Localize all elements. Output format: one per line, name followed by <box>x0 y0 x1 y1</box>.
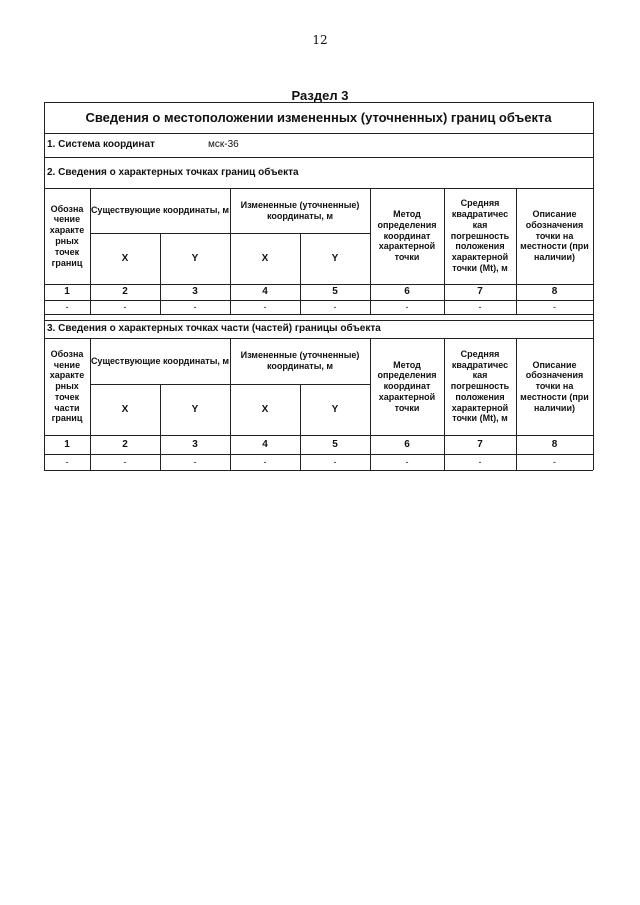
header-point-id: Обозна чение характе рных точек части границ <box>49 348 85 424</box>
header-x: X <box>121 252 129 264</box>
column-number: 3 <box>192 286 198 297</box>
rule <box>44 314 593 315</box>
page-number: 12 <box>312 33 328 47</box>
column-number: 4 <box>262 438 268 450</box>
header-description: Описание обозначения точки на местности (при наличии) <box>520 359 589 413</box>
header-x: X <box>121 403 129 415</box>
table-cell: - <box>263 301 267 312</box>
column-number: 5 <box>332 286 338 297</box>
coord-system-value: мск-36 <box>208 139 239 150</box>
header-y: Y <box>331 252 339 264</box>
section-table <box>44 102 593 470</box>
coord-system-label: 1. Система координат <box>47 139 155 150</box>
block3-title: 3. Сведения о характерных точках части (частей) границы объекта <box>47 323 381 334</box>
column-number: 1 <box>64 438 70 450</box>
header-point-id: Обозна чение характе рных точек границ <box>49 203 85 268</box>
header-description: Описание обозначения точки на местности (при наличии) <box>520 209 589 263</box>
header-changed-coords: Измененные (уточненные) координаты, м <box>240 199 360 221</box>
table-cell: - <box>193 456 197 467</box>
table-cell: - <box>553 301 556 312</box>
column-number: 3 <box>192 438 198 450</box>
section-title: Раздел 3 <box>291 88 349 103</box>
column-number: 5 <box>332 438 338 450</box>
column-number: 6 <box>404 286 410 297</box>
table-cell: - <box>478 456 482 467</box>
header-error: Средняя квадратичес кая погрешность положения характерной точки (Mt), м <box>450 198 510 273</box>
header-existing-coords: Существующие координаты, м <box>90 355 230 366</box>
column-number: 2 <box>122 286 128 297</box>
table-cell: - <box>405 456 409 467</box>
table-cell: - <box>123 456 127 467</box>
table-cell: - <box>263 456 267 467</box>
block2-title: 2. Сведения о характерных точках границ объекта <box>47 166 299 178</box>
table-cell: - <box>65 456 69 467</box>
table-cell: - <box>193 301 197 312</box>
header-x: X <box>261 403 269 415</box>
header-existing-coords: Существующие координаты, м <box>90 205 230 216</box>
rule <box>44 470 593 471</box>
header-changed-coords: Измененные (уточненные) координаты, м <box>240 350 360 371</box>
table-cell: - <box>553 456 556 467</box>
header-error: Средняя квадратичес кая погрешность положения характерной точки (Mt), м <box>450 348 510 424</box>
header-method: Метод определения координат характерной точки <box>377 209 437 263</box>
column-number: 1 <box>64 286 70 297</box>
table-cell: - <box>405 301 409 312</box>
table-cell: - <box>65 301 69 312</box>
column-number: 4 <box>262 286 268 297</box>
table-cell: - <box>123 301 127 312</box>
header-y: Y <box>191 403 199 415</box>
table-cell: - <box>333 456 337 467</box>
column-number: 7 <box>477 438 483 450</box>
header-method: Метод определения координат характерной точки <box>377 359 437 413</box>
table-cell: - <box>478 301 482 312</box>
table-cell: - <box>333 301 337 312</box>
column-number: 8 <box>551 286 558 297</box>
header-y: Y <box>331 403 339 415</box>
header-x: X <box>261 252 269 264</box>
header-y: Y <box>191 252 199 264</box>
column-number: 6 <box>404 438 410 450</box>
table-heading: Сведения о местоположении измененных (уточненных) границ объекта <box>85 109 552 125</box>
column-number: 2 <box>122 438 128 450</box>
column-number: 8 <box>551 438 558 450</box>
column-number: 7 <box>477 286 483 297</box>
